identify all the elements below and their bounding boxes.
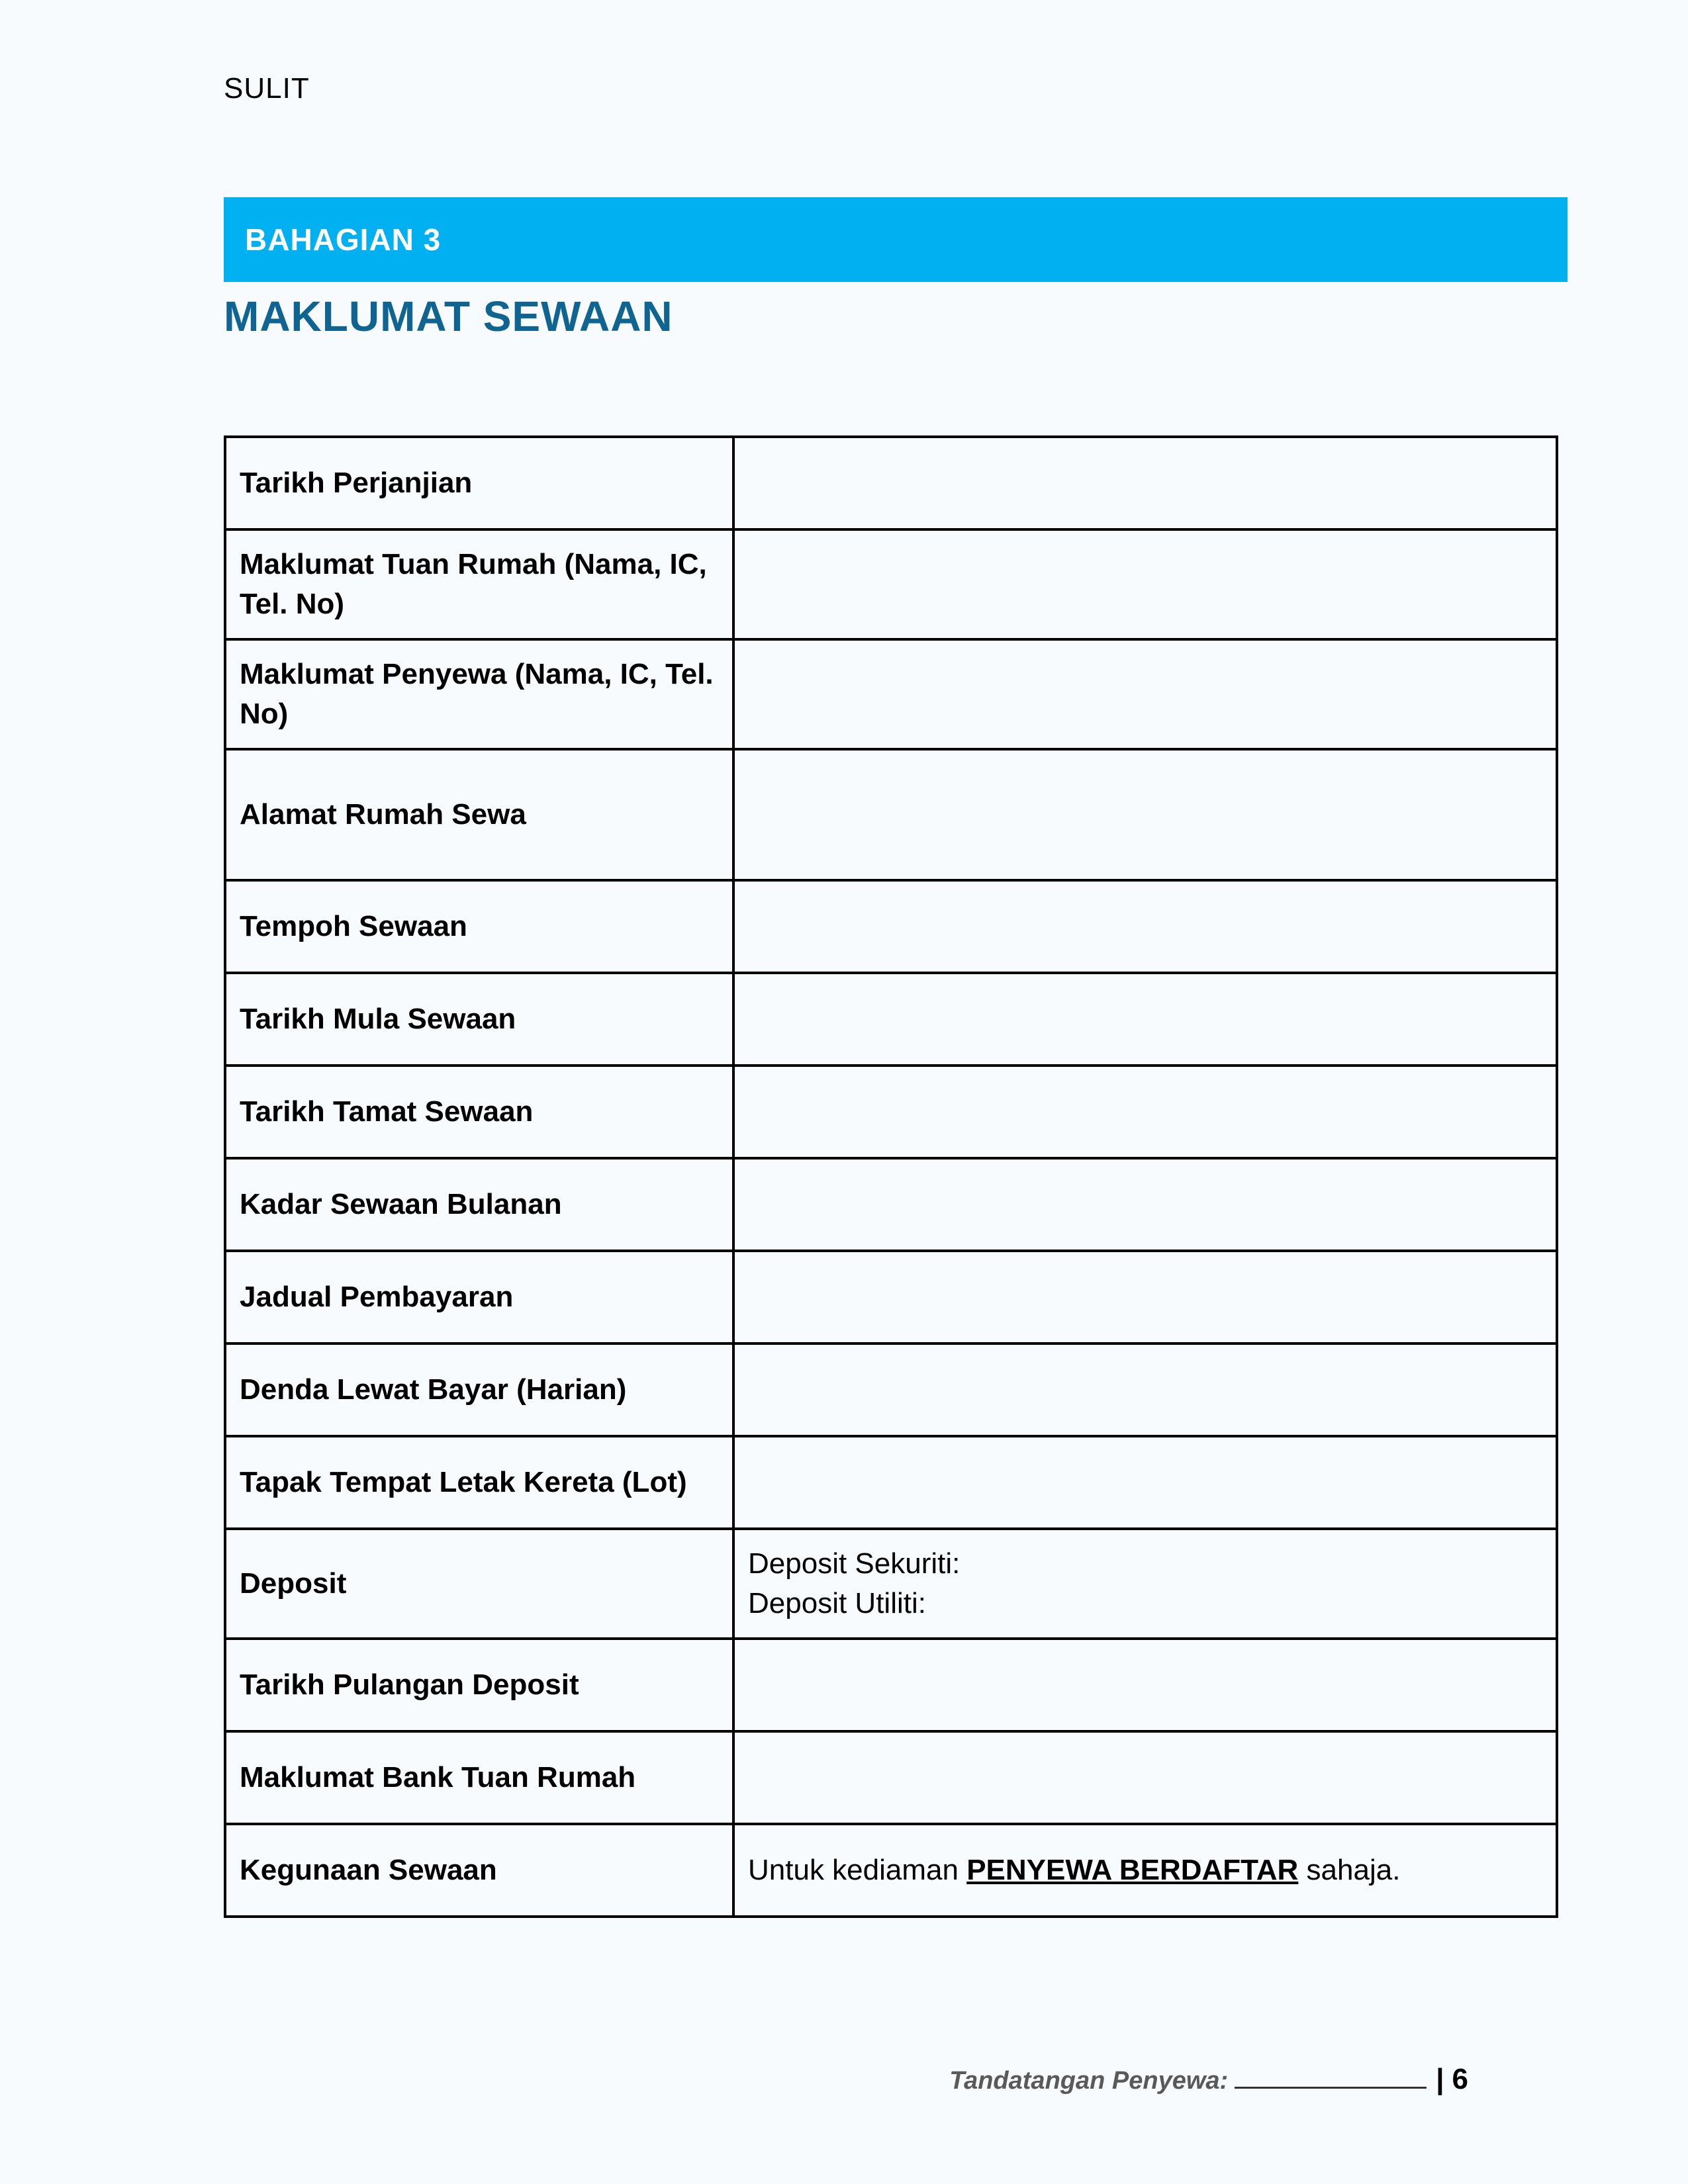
section-label: BAHAGIAN 3 — [245, 222, 442, 257]
row-value-field[interactable] — [733, 639, 1557, 749]
usage-suffix: sahaja. — [1306, 1854, 1401, 1886]
rental-details-table — [224, 435, 1558, 1918]
row-value-field[interactable] — [733, 880, 1557, 973]
table-row — [225, 880, 1557, 973]
utility-deposit-label: Deposit Utiliti: — [748, 1587, 926, 1619]
table-row — [225, 1731, 1557, 1824]
registered-tenant-emphasis: PENYEWA BERDAFTAR — [966, 1854, 1299, 1886]
usage-prefix: Untuk kediaman — [748, 1854, 959, 1886]
signature-line-field[interactable] — [1235, 2062, 1427, 2089]
row-label: Tarikh Pulangan Deposit — [225, 1639, 733, 1731]
table-row — [225, 639, 1557, 749]
page-number: 6 — [1452, 2063, 1468, 2095]
classification-marking: SULIT — [224, 72, 310, 105]
security-deposit-label: Deposit Sekuriti: — [748, 1547, 961, 1580]
row-value-field[interactable] — [733, 1066, 1557, 1158]
row-label: Tarikh Tamat Sewaan — [225, 1066, 733, 1158]
row-label: Tapak Tempat Letak Kereta (Lot) — [225, 1436, 733, 1529]
table-row — [225, 973, 1557, 1066]
row-label: Denda Lewat Bayar (Harian) — [225, 1343, 733, 1436]
page-title: MAKLUMAT SEWAAN — [224, 293, 673, 340]
row-label: Maklumat Bank Tuan Rumah — [225, 1731, 733, 1824]
row-label: Kadar Sewaan Bulanan — [225, 1158, 733, 1251]
row-value-field[interactable] — [733, 1158, 1557, 1251]
table-row — [225, 1824, 1557, 1917]
row-label: Kegunaan Sewaan — [225, 1824, 733, 1917]
row-label: Maklumat Tuan Rumah (Nama, IC, Tel. No) — [225, 529, 733, 639]
table-row — [225, 1066, 1557, 1158]
table-row — [225, 749, 1557, 880]
table-row — [225, 437, 1557, 529]
table-row — [225, 1639, 1557, 1731]
row-value-field[interactable] — [733, 1731, 1557, 1824]
table-row — [225, 1251, 1557, 1343]
section-banner — [224, 197, 1568, 282]
table-row — [225, 1436, 1557, 1529]
signature-label: Tandatangan Penyewa: — [949, 2067, 1229, 2095]
row-value-field[interactable] — [733, 749, 1557, 880]
row-value-field[interactable] — [733, 529, 1557, 639]
table-row — [225, 1529, 1557, 1639]
row-value-field[interactable] — [733, 1639, 1557, 1731]
table-row — [225, 529, 1557, 639]
row-label: Deposit — [225, 1529, 733, 1639]
row-label: Maklumat Penyewa (Nama, IC, Tel. No) — [225, 639, 733, 749]
row-value-field[interactable] — [733, 1251, 1557, 1343]
row-value-field[interactable] — [733, 973, 1557, 1066]
table-row — [225, 1158, 1557, 1251]
page-separator: | — [1436, 2063, 1444, 2095]
row-label: Tempoh Sewaan — [225, 880, 733, 973]
row-value-field[interactable] — [733, 1343, 1557, 1436]
row-label: Tarikh Perjanjian — [225, 437, 733, 529]
row-value-field[interactable] — [733, 1436, 1557, 1529]
row-label: Alamat Rumah Sewa — [225, 749, 733, 880]
row-label: Tarikh Mula Sewaan — [225, 973, 733, 1066]
row-value-field[interactable] — [733, 437, 1557, 529]
deposit-value-cell[interactable] — [733, 1529, 1557, 1639]
usage-value-cell — [733, 1824, 1557, 1917]
table-row — [225, 1343, 1557, 1436]
page-footer — [949, 2060, 1468, 2101]
row-label: Jadual Pembayaran — [225, 1251, 733, 1343]
